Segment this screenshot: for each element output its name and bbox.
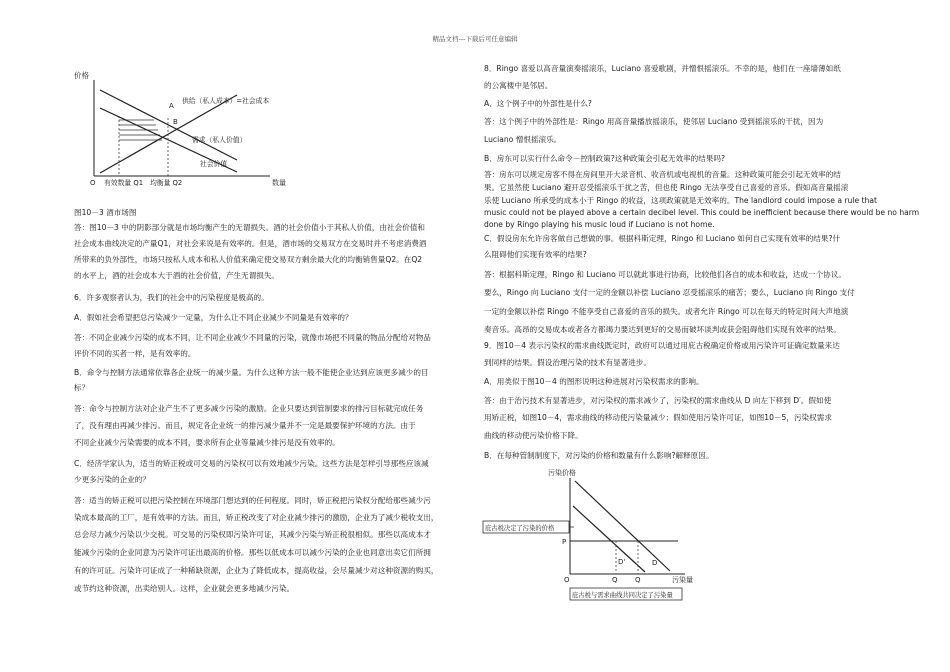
q-prime-label: Q: [612, 576, 618, 584]
left-line-3: 所带来的负外部性，市场只按私人成本和私人价值来确定使交易双方剩余最大化的均衡销售量Q2。在Q2: [74, 255, 423, 264]
left-line-7: 答：不同企业减少污染的成本不同，让不同企业减少不同量的污染，就像市场把不同量的物品分配给对物品: [74, 333, 431, 342]
right-line-10: done by Ringo playing his music loud if Luciano is not home.: [484, 220, 715, 229]
bottom-label: 庇古税与需求曲线共同决定了污染量: [572, 592, 673, 599]
right-line-16: 奏音乐。高昂的交易成本或者各方都竭力要达到更好的交易而破坏谈判或获会阻碍他们实现有效率的结果。: [484, 325, 841, 334]
point-b: B: [173, 118, 178, 126]
left-line-9: B．命令与控制方法通常依靠各企业统一的减少量。为什么这种方法一般不能使企业达到应该更多减少的目: [74, 368, 429, 377]
left-line-17: 染成本最高的工厂，是有效率的方法。而且，矫正税改变了对企业减少排污的激励，企业为了减少税收支出，: [74, 513, 439, 522]
left-line-4: 的水平上，酒的社会成本大于酒的社会价值，产生无谓损失。: [74, 271, 280, 280]
right-line-1: 的公寓楼中是邻居。: [484, 81, 553, 90]
supply-label: 供给（私人成本）=社会成本: [182, 97, 270, 105]
right-line-19: A．用类似于图10－4 的图形说明这种进展对污染权需求的影响。: [484, 377, 704, 386]
quantity-axis-label: 数量: [272, 179, 286, 187]
right-line-13: 答：根据科斯定理，Ringo 和 Luciano 可以就此事进行协商，比较他们各自的成本和收益，达成一个协议。: [484, 270, 846, 279]
demand-d-label: D: [652, 559, 658, 567]
wine-market-figure: [72, 68, 322, 193]
demand-curve-d-prime: [573, 506, 645, 572]
pollution-axis-label: 污染量: [672, 576, 693, 584]
left-line-12: 了，没有理由再减少排污。而且，规定各企业统一的排污减少量并不一定是最要保护环境的方法。由于: [74, 421, 416, 430]
left-line-15: 少更多污染的企业的？: [74, 475, 150, 484]
left-line-0: 图10－3 酒市场图: [74, 208, 137, 217]
q2-label: 均衡量 Q2: [150, 179, 183, 187]
left-line-5: 6．许多观察者认为，我们的社会中的污染程度是极高的。: [74, 293, 269, 302]
demand-d-prime-label: D': [618, 558, 626, 566]
right-line-14: 要么，Ringo 向 Luciano 支付一定的金额以补偿 Luciano 忍受摇滚乐的痛苦；要么，Luciano 向 Ringo 支付: [484, 288, 855, 297]
point-a: A: [169, 102, 174, 110]
right-line-7: 果。它虽然使 Luciano 避开忍受摇滚乐干扰之苦，但也使 Ringo 无法享受自己喜爱的音乐。假如高音量摇滚: [484, 183, 849, 192]
right-line-21: 用矫正税，如图10－4，需求曲线的移动使污染量减少；假如使用污染许可证，如图10－5，污染权需求: [484, 413, 832, 422]
left-line-10: 标？: [74, 383, 90, 392]
right-line-11: C．假设房东允许房客做自己想做的事。根据科斯定理，Ringo 和 Luciano 如何自己实现有效率的结果?什: [484, 234, 841, 243]
deadweight-loss-area: [119, 120, 162, 140]
pollution-tax-figure: [480, 466, 710, 608]
left-line-14: C．经济学家认为，适当的矫正税或可交易的污染权可以有效地减少污染。这些方法是怎样引导那些应该减: [74, 459, 429, 468]
left-line-18: 总会尽力减少污染以少交税。可交易的污染权即污染许可证，其减少污染与矫正税很相似。那些以高成本才: [74, 530, 431, 539]
left-line-1: 答：图10－3 中的阴影部分就是市场均衡产生的无谓损失。酒的社会价值小于其私人价值，由社会价值和: [74, 223, 426, 232]
right-line-9: music could not be played above a certain decibel level. This could be inefficient because there would be no harm: [484, 208, 920, 217]
left-line-13: 不同企业减少污染需要的成本不同，要求所有企业等量减少排污是没有效率的。: [74, 438, 340, 447]
tax-label: 庇古税决定了污染的价格: [485, 525, 555, 532]
right-line-6: 答：房东可以规定房客不得在房间里开大录音机、收音机或电视机的音量。这种政策可能会引起无效率的结: [484, 170, 841, 179]
demand-label: 需求（私人价值）: [192, 136, 247, 144]
right-line-23: B．在每种管制制度下，对污染的价格和数量有什么影响?解释原因。: [484, 451, 714, 460]
right-line-3: 答：这个例子中的外部性是：Ringo 用高音量播放摇滚乐，使邻居 Luciano 受到摇滚乐的干扰，因为: [484, 117, 824, 126]
right-line-20: 答：由于治污技术有显著进步，对污染权的需求减少了，污染权的需求曲线从 D 向左下移到 D′。假如使: [484, 396, 832, 405]
left-line-16: 答：适当的矫正税可以把污染控制在环境部门想达到的任何程度。同时，矫正税把污染权分配给那些减少污: [74, 496, 431, 505]
price-p-label: P: [562, 538, 567, 546]
right-line-2: A．这个例子中的外部性是什么?: [484, 99, 592, 108]
right-line-17: 9．图10－4 表示污染权的需求曲线既定时，政府可以通过用庇古税确定价格或用污染许可证确定数量来达: [484, 341, 840, 350]
q1-label: 有效数量 Q1: [104, 179, 144, 187]
wine-market-chart: [72, 68, 322, 193]
origin-label: O: [90, 179, 96, 187]
left-line-19: 能减少污染的企业同意为污染许可证出最高的价格。那些以低成本可以减少污染的企业也同意出卖它们所拥: [74, 548, 431, 557]
origin-label: O: [564, 576, 570, 584]
left-line-8: 评价不同的买者一样，是有效率的。: [74, 349, 196, 358]
right-line-22: 曲线的移动使污染价格下降。: [484, 431, 583, 440]
left-line-21: 或节约这种资源，出卖给别人。这样，企业就会更多地减少污染。: [74, 584, 295, 593]
right-line-18: 到同样的结果。假设治理污染的技术有显著进步。: [484, 358, 652, 367]
right-line-15: 一定的金额以补偿 Ringo 不能享受自己喜爱的音乐的损失。或者允许 Ringo 可以在每天的特定时间大声地演: [484, 307, 849, 316]
price-axis-label: 价格: [74, 71, 89, 80]
page-header: 精品文档---下载后可任意编辑: [432, 35, 518, 43]
right-line-0: 8．Ringo 喜爱以高音量演奏摇滚乐，Luciano 喜爱歌剧，并憎恨摇滚乐。不幸的是，他们在一座墙薄如纸: [484, 64, 841, 73]
right-line-12: 么阻碍他们实现有效率的结果?: [484, 250, 587, 259]
right-line-4: Luciano 憎恨摇滚乐。: [484, 135, 562, 144]
right-line-5: B．房东可以实行什么命令－控制政策?这种政策会引起无效率的结果吗?: [484, 154, 726, 163]
q-label: Q: [635, 576, 641, 584]
pollution-tax-chart: [480, 466, 710, 608]
left-line-6: A．假如社会希望把总污染减少一定量，为什么让不同企业减少不同量是有效率的？: [74, 313, 353, 322]
social-value-label: 社会价值: [200, 160, 228, 168]
left-line-20: 有的许可证。污染许可证成了一种稀缺资源，企业为了降低成本，提高收益，会尽量减少对这种资源的购买，: [74, 566, 439, 575]
right-line-8: 乐使 Luciano 所承受的成本小于 Ringo 的收益，这项政策就是无效率的。The landlord could impose a rule that: [484, 196, 877, 205]
pollution-price-axis-label: 污染价格: [548, 469, 576, 477]
left-line-2: 社会成本曲线决定的产量Q1，对社会来说是有效率的。但是，酒市场的交易双方在交易时并不考虑消费酒: [74, 239, 427, 248]
left-line-11: 答：命令与控制方法对企业产生不了更多减少污染的激励。企业只要达到管制要求的排污目标就完成任务: [74, 404, 424, 413]
